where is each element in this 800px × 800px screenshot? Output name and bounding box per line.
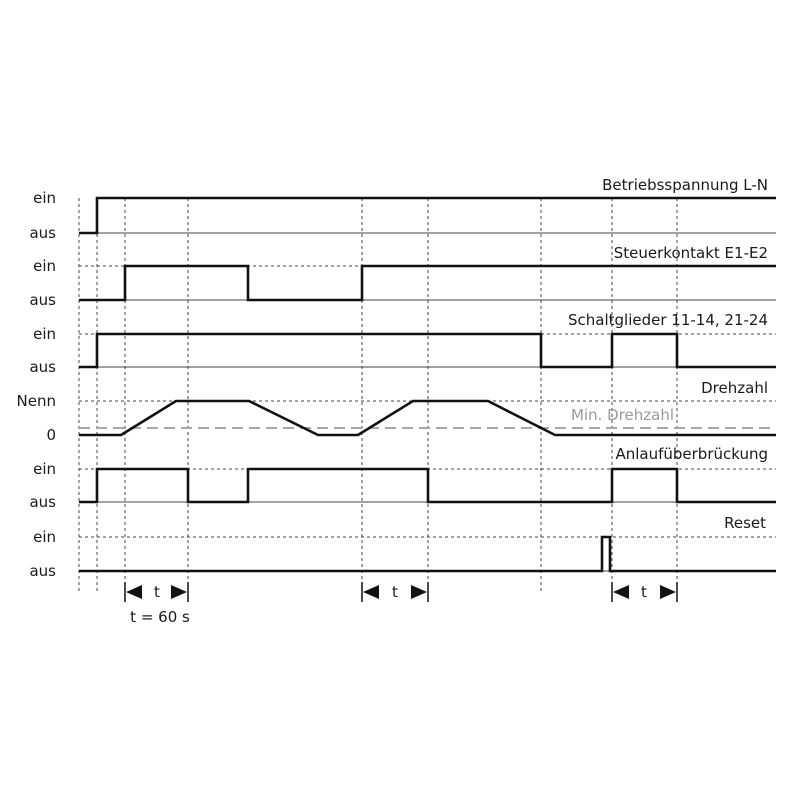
channel-title-reset: Reset [724,514,766,532]
level-label-hi-3: Nenn [16,392,56,410]
level-label-lo-5: aus [29,562,56,580]
arrow-right-icon [660,585,676,599]
min-speed-label: Min. Drehzahl [570,406,674,424]
channel-title-betriebsspannung: Betriebsspannung L-N [602,176,768,194]
channel-title-anlaufueberbrueckung: Anlaufüberbrückung [615,445,768,463]
trace-anlaufueberbrueckung [79,469,776,502]
level-label-hi-1: ein [33,257,56,275]
time-guides [79,198,677,592]
level-label-lo-0: aus [29,224,56,242]
interval-marker-1 [125,582,188,602]
arrow-left-icon [613,585,629,599]
interval-label: t [641,583,647,601]
interval-marker-3 [612,582,677,602]
arrow-right-icon [171,585,187,599]
interval-value-label: t = 60 s [130,608,190,626]
channel-title-schaltglieder: Schaltglieder 11-14, 21-24 [568,311,768,329]
trace-betriebsspannung [79,198,776,233]
interval-label: t [154,583,160,601]
level-label-lo-1: aus [29,291,56,309]
level-label-lo-4: aus [29,493,56,511]
arrow-left-icon [363,585,379,599]
level-label-lo-2: aus [29,358,56,376]
channel-title-drehzahl: Drehzahl [701,379,768,397]
level-label-hi-2: ein [33,325,56,343]
interval-label: t [392,583,398,601]
level-label-hi-5: ein [33,528,56,546]
level-label-hi-4: ein [33,460,56,478]
level-label-lo-3: 0 [46,426,56,444]
channel-title-steuerkontakt: Steuerkontakt E1-E2 [613,244,768,262]
arrow-left-icon [126,585,142,599]
interval-marker-2 [362,582,428,602]
level-label-hi-0: ein [33,189,56,207]
arrow-right-icon [411,585,427,599]
